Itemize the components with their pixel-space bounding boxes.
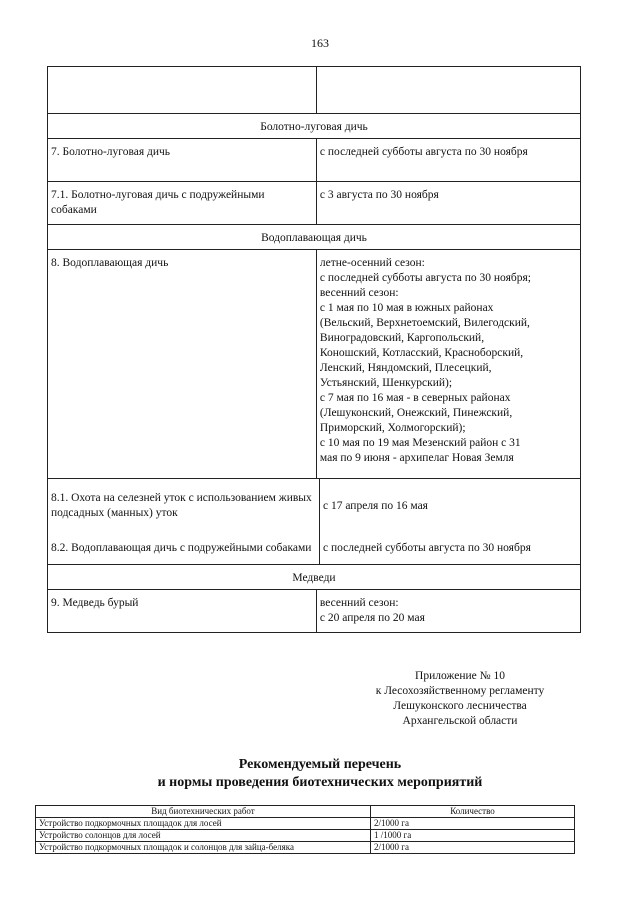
period-cell: с 3 августа по 30 ноября xyxy=(316,182,580,225)
work-type-cell: Устройство солонцов для лосей xyxy=(36,830,371,842)
period-line: с 7 мая по 16 мая - в северных районах xyxy=(319,392,511,404)
period-line: с 10 мая по 19 мая Мезенский район с 31 xyxy=(319,437,521,449)
species-cell: 8.2. Водоплавающая дичь с подружейными собаками xyxy=(51,542,312,554)
period-cell xyxy=(316,590,580,633)
column-header: Вид биотехнических работ xyxy=(36,806,371,818)
appendix-line: к Лесохозяйственному регламенту xyxy=(375,685,545,697)
hunting-periods-table xyxy=(47,66,581,633)
section-title-bears: Медведи xyxy=(48,565,581,590)
appendix-line: Лешуконского лесничества xyxy=(393,700,527,712)
table-header-row xyxy=(36,806,575,818)
title-line-2: и нормы проведения биотехнических мероприятий xyxy=(157,775,483,790)
period-line: Ленский, Няндомский, Плесецкий, xyxy=(319,362,492,374)
work-type-cell: Устройство подкормочных площадок для лосей xyxy=(36,818,371,830)
period-line: с 20 апреля по 20 мая xyxy=(319,612,425,624)
appendix-line: Архангельской области xyxy=(402,715,518,727)
table-row xyxy=(36,842,575,854)
quantity-cell: 1 /1000 га xyxy=(371,830,575,842)
period-line: Коношский, Котласский, Красноборский, xyxy=(319,347,524,359)
title-line-1: Рекомендуемый перечень xyxy=(238,757,402,772)
species-cell: 7.1. Болотно-луговая дичь с подружейными собаками xyxy=(48,182,317,225)
table-row xyxy=(48,182,581,225)
appendix-line: Приложение № 10 xyxy=(415,670,505,682)
period-line: Приморский, Холмогорский); xyxy=(319,422,466,434)
species-cell: 9. Медведь бурый xyxy=(48,590,317,633)
empty-cell xyxy=(48,67,317,114)
period-line: (Лешуконский, Онежский, Пинежский, xyxy=(319,407,513,419)
period-cell xyxy=(316,250,580,479)
period-line: с последней субботы августа по 30 ноября; xyxy=(319,272,531,284)
period-cell: с 17 апреля по 16 мая xyxy=(323,500,428,512)
table-row xyxy=(48,590,581,633)
biotech-measures-table xyxy=(35,805,575,854)
table-row xyxy=(36,830,575,842)
column-header: Количество xyxy=(371,806,575,818)
work-type-cell: Устройство подкормочных площадок и солонцов для зайца-беляка xyxy=(36,842,371,854)
section-title-waterfowl: Водоплавающая дичь xyxy=(48,225,581,250)
document-title xyxy=(0,756,640,792)
period-cell: с последней субботы августа по 30 ноября xyxy=(323,542,531,554)
table-row xyxy=(48,67,581,114)
appendix-note xyxy=(360,669,560,729)
section-row xyxy=(48,565,581,590)
period-line: Виноградовский, Каргопольский, xyxy=(319,332,485,344)
empty-cell xyxy=(316,67,580,114)
table-row xyxy=(48,250,581,479)
species-cell: 7. Болотно-луговая дичь xyxy=(48,139,317,182)
period-line: Устьянский, Шенкурский); xyxy=(319,377,453,389)
section-title-swamp-meadow: Болотно-луговая дичь xyxy=(48,114,581,139)
period-line: летне-осенний сезон: xyxy=(319,257,425,269)
species-cell: 8.1. Охота на селезней уток с использованием живых подсадных (манных) уток xyxy=(51,492,312,519)
section-row xyxy=(48,225,581,250)
period-line: (Вельский, Верхнетоемский, Вилегодский, xyxy=(319,317,530,329)
column-divider xyxy=(319,479,320,564)
quantity-cell: 2/1000 га xyxy=(371,842,575,854)
section-row xyxy=(48,114,581,139)
species-cell: 8. Водоплавающая дичь xyxy=(48,250,317,479)
table-row xyxy=(36,818,575,830)
page-number: 163 xyxy=(311,36,329,50)
period-line: мая по 9 июня - архипелаг Новая Земля xyxy=(319,452,514,464)
period-cell: с последней субботы августа по 30 ноября xyxy=(316,139,580,182)
table-row xyxy=(48,479,581,565)
table-row xyxy=(48,139,581,182)
period-line: весенний сезон: xyxy=(319,597,399,609)
period-line: с 1 мая по 10 мая в южных районах xyxy=(319,302,494,314)
period-line: весенний сезон: xyxy=(319,287,399,299)
quantity-cell: 2/1000 га xyxy=(371,818,575,830)
merged-subrows xyxy=(48,479,581,565)
